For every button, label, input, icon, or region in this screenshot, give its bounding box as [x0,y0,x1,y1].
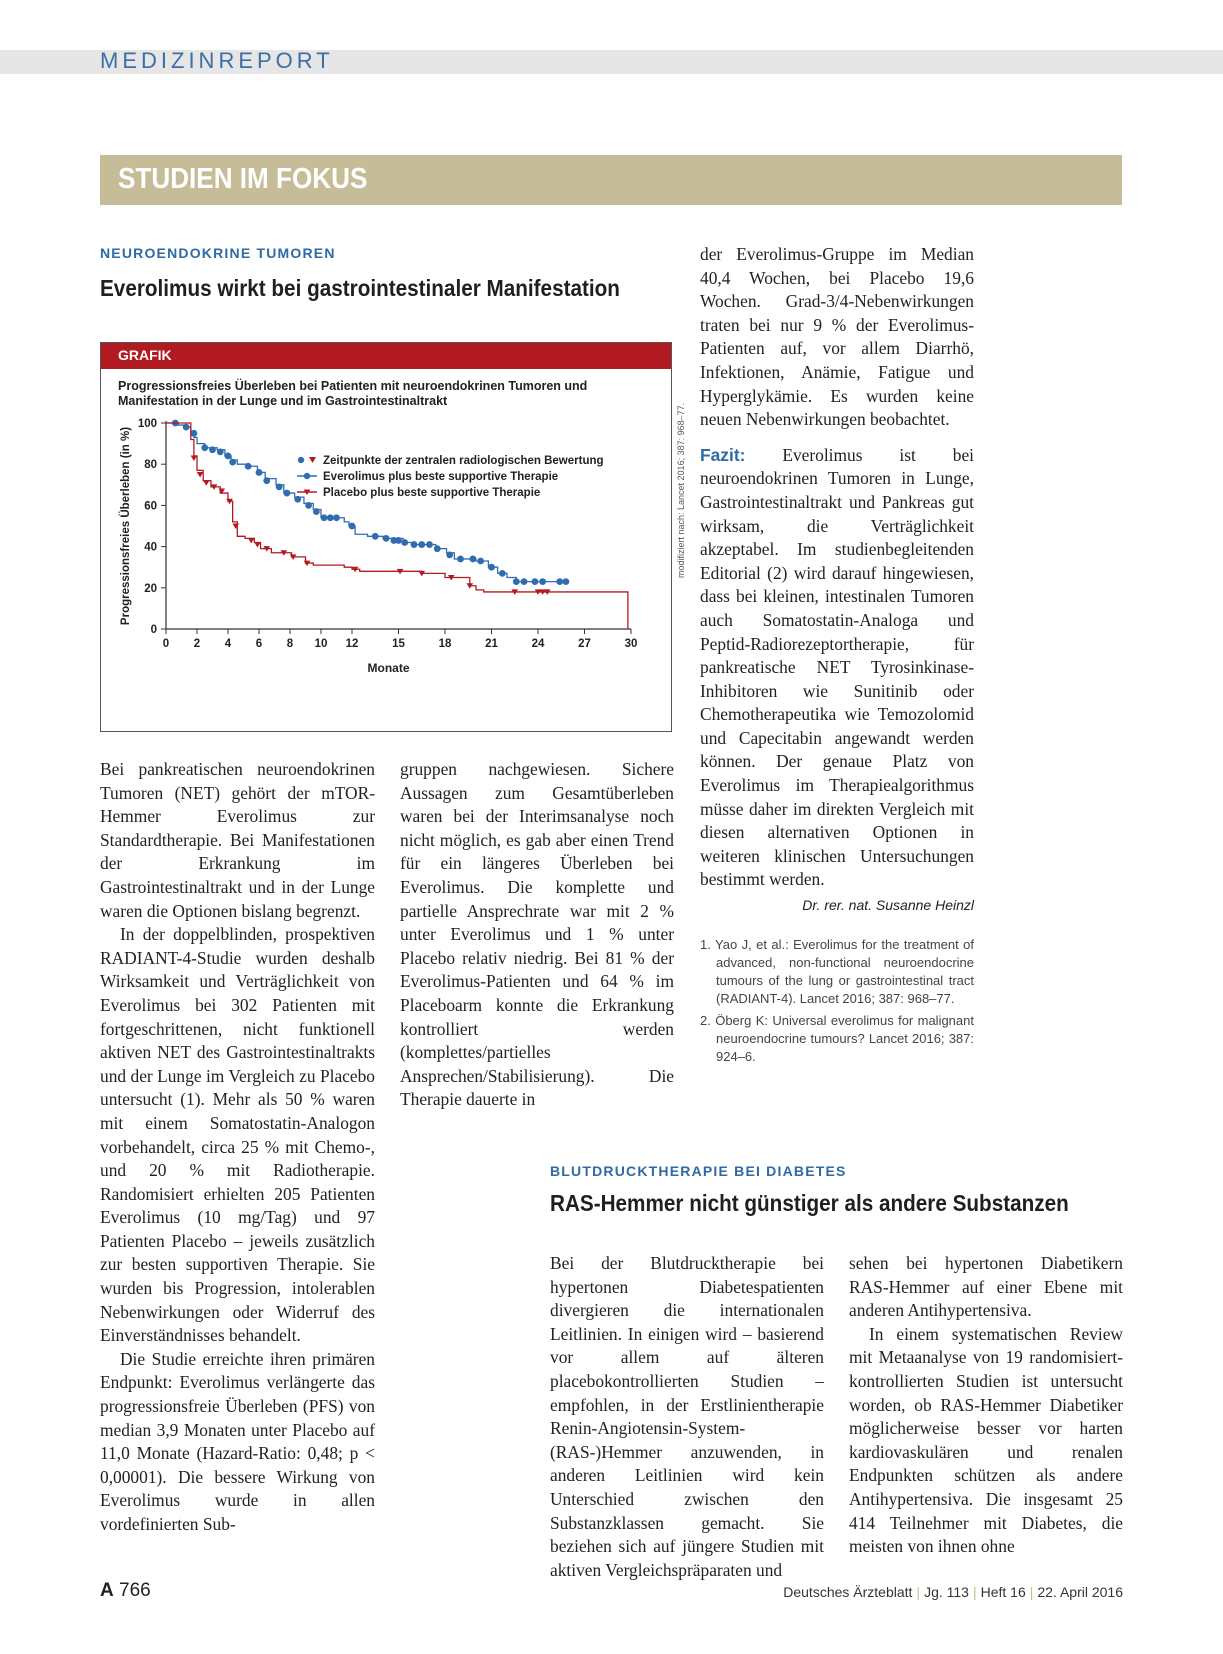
article1-kicker: NEUROENDOKRINE TUMOREN [100,245,336,261]
article2-paragraph-3: In einem systematischen Review mit Metaanalyse von 19 randomisiert-kontrollierten Studien ist untersucht worden, ob RAS-Hemmer Diabetiker möglicherweise besser vor harten kardiovaskulären und renalen Endpunkten schützen als andere Antihypertensiva. Die insgesamt 25 414 Teilnehmer mit Diabetes, die meisten von ihnen ohne [849,1323,1123,1557]
everolimus-marker [209,446,216,453]
everolimus-marker [539,578,546,585]
fazit-paragraph [700,444,974,892]
legend-marker-everolimus [304,473,310,479]
everolimus-marker [488,564,495,571]
x-tick-label: 10 [314,638,328,650]
placebo-marker [254,542,261,548]
article2-headline: RAS-Hemmer nicht günstiger als andere Substanzen [550,1190,1069,1216]
y-tick-label: 100 [137,418,157,430]
figure-title: Progressionsfreies Überleben bei Patienten mit neuroendokrinen Tumoren und Manifestation in der Lunge und im Gastrointestinaltrakt [118,379,588,408]
x-tick-label: 2 [193,638,201,650]
fazit-label: Fazit: [700,444,746,465]
x-tick-label: 18 [438,638,452,650]
everolimus-marker [294,496,301,503]
x-tick-label: 6 [255,638,263,650]
everolimus-marker [263,477,270,484]
article1-paragraph-4: gruppen nachgewiesen. Sichere Aussagen zum Gesamtüberleben waren bei der Interimsanalyse noch nicht möglich, es gab aber einen Trend für ein längeres Überleben bei Everolimus. Die komplette und partielle Ansprechrate war mit 2 % unter Everolimus und 1 % unter Placebo relativ niedrig. Bei 81 % der Everolimus-Patienten und 64 % im Placeboarm konnte die Erkrankung kontrolliert werden (komplettes/partielles Ansprechen/Stabilisierung). Die Therapie dauerte in [400,759,674,1110]
everolimus-marker [457,556,464,563]
everolimus-marker [191,430,198,437]
legend-triangle-marker [309,457,316,463]
article2-paragraph-2: sehen bei hypertonen Diabetikern RAS-Hemmer auf einer Ebene mit anderen Antihypertensiva. [849,1253,1123,1321]
everolimus-marker [305,502,312,509]
reference-2: 2. Öberg K: Universal everolimus for malignant neuroendocrine tumours? Lancet 2016; 387: 924–6. [700,1012,974,1064]
placebo-marker [197,472,204,478]
everolimus-marker [256,469,263,476]
placebo-marker [248,538,255,544]
everolimus-marker [349,523,356,530]
everolimus-marker [521,578,528,585]
y-tick-label: 60 [144,500,157,513]
x-tick-label: 4 [224,638,232,650]
placebo-marker [191,456,198,462]
everolimus-marker [321,514,328,521]
everolimus-marker [229,459,236,466]
x-tick-label: 24 [531,638,545,650]
everolimus-marker [418,541,425,548]
everolimus-marker [470,556,477,563]
section-label: MEDIZINREPORT [100,48,334,73]
legend-label-assessment: Zeitpunkte der zentralen radiologischen Bewertung [323,455,604,467]
figure-box [100,342,672,732]
article2-column-2 [849,1252,1123,1559]
everolimus-marker [426,541,433,548]
x-tick-label: 15 [392,638,405,650]
x-tick-label: 0 [162,638,170,650]
x-axis-label: Monate [367,661,410,675]
x-tick-label: 30 [624,638,638,650]
page-number [100,1580,151,1602]
everolimus-marker [532,578,539,585]
placebo-marker [232,524,239,530]
journal-name: Deutsches Ärzteblatt [783,1584,913,1600]
article2-column-1 [550,1252,824,1582]
figure-label-bar [101,343,671,369]
y-tick-label: 20 [144,582,157,595]
article1-headline: Everolimus wirkt bei gastrointestinaler Manifestation [100,275,620,301]
journal-issue: Heft 16 [980,1584,1026,1600]
article1-paragraph-1: Bei pankreatischen neuroendokrinen Tumoren (NET) gehört der mTOR-Hemmer Everolimus zur Standardtherapie. Bei Manifestationen der Erkrankung im Gastrointestinaltrakt und in der Lunge waren die Optionen bislang begrenzt. [100,759,375,921]
journal-date: 22. April 2016 [1037,1584,1123,1600]
legend-label-placebo: Placebo plus beste supportive Therapie [323,487,541,499]
y-tick-label: 40 [144,541,157,554]
everolimus-marker [411,541,418,548]
article1-column-1 [100,758,375,1537]
figure-label: GRAFIK [118,347,172,363]
everolimus-marker [563,578,570,585]
everolimus-marker [245,463,252,470]
x-tick-label: 12 [345,638,359,650]
everolimus-marker [225,453,232,460]
everolimus-marker [383,535,390,542]
y-tick-label: 80 [144,459,157,472]
everolimus-marker [477,558,484,565]
everolimus-marker [513,578,520,585]
everolimus-marker [217,448,224,455]
everolimus-marker [499,570,506,577]
reference-1: 1. Yao J, et al.: Everolimus for the treatment of advanced, non-functional neuroendocrine tumours of the lung or gastrointestinal tract (RADIANT-4). Lancet 2016; 387: 968–77. [700,936,974,1006]
everolimus-marker [372,533,379,540]
article1-column-2 [400,758,674,1112]
x-tick-label: 27 [578,638,591,650]
x-tick-label: 8 [286,638,294,650]
fazit-text: Everolimus ist bei neuroendokrinen Tumoren in Lunge, Gastrointestinaltrakt und Pankreas gut wirksam, die Verträglichkeit akzeptabel. Im studienbegleitenden Editorial (2) wird darauf hingewiesen, dass bei kleinen, intestinalen Tumoren auch Somatostatin-Analoga und Peptid-Radiorezeptortherapie, für pankreatische NET Tyrosinkinase-Inhibitoren wie Sunitinib oder Chemotherapeutika wie Temozolomid und Capecitabin angewandt werden können. Der genaue Platz von Everolimus im Therapiealgorithmus müsse daher im direkten Vergleich mit diesen alternativen Optionen in weiteren klinischen Untersuchungen bestimmt werden. [700,444,974,890]
everolimus-marker [276,483,283,490]
figure-credit: modifiziert nach: Lancet 2016; 387: 968–77. [676,402,686,578]
everolimus-marker [434,545,441,552]
article1-paragraph-5: der Everolimus-Gruppe im Median 40,4 Wochen, bei Placebo 19,6 Wochen. Grad-3/4-Nebenwirkungen traten bei nur 9 % der Everolimus-Patienten auf, vor allem Diarrhö, Infektionen, Anämie, Fatigue und Hyperglykämie. Es wurden keine neuen Nebenwirkungen beobachtet. [700,244,974,430]
survival-chart [101,418,671,728]
article2-paragraph-1: Bei der Blutdrucktherapie bei hypertonen Diabetespatienten divergieren die internationalen Leitlinien. In einigen wird – basierend vor allem auf älteren placebokontrollierten Studien – empfohlen, in der Erstlinientherapie Renin-Angiotensin-System-(RAS-)Hemmer anzuwenden, in anderen Leitlinien wird kein Unterschied zwischen den Substanzklassen gemacht. Sie beziehen sich auf jüngere Studien mit aktiven Vergleichspräparaten und [550,1253,824,1580]
article1-column-3 [700,243,974,1070]
journal-volume: Jg. 113 [924,1584,969,1600]
everolimus-marker [201,444,208,451]
y-axis-label: Progressionsfreies Überleben (in %) [120,426,132,626]
legend-label-everolimus: Everolimus plus beste supportive Therapie [323,471,559,483]
everolimus-curve [166,423,569,582]
article2-kicker: BLUTDRUCKTHERAPIE BEI DIABETES [550,1163,847,1179]
everolimus-marker [556,578,563,585]
y-tick-label: 0 [150,624,157,636]
everolimus-marker [395,537,402,544]
everolimus-marker [446,551,453,558]
everolimus-marker [183,424,190,431]
references [700,936,974,1066]
everolimus-marker [327,514,334,521]
placebo-marker [203,480,210,486]
author: Dr. rer. nat. Susanne Heinzl [802,897,974,914]
banner-title: STUDIEN IM FOKUS [118,163,368,195]
journal-info: Deutsches Ärzteblatt | Jg. 113 | Heft 16 | 22. April 2016 [783,1584,1123,1600]
x-tick-label: 21 [485,638,498,650]
section-banner [100,155,1122,205]
page-prefix: A [100,1580,114,1601]
page-number-value: 766 [119,1580,151,1601]
everolimus-marker [313,508,320,515]
everolimus-marker [401,539,408,546]
everolimus-marker [333,514,340,521]
article1-paragraph-3: Die Studie erreichte ihren primären Endpunkt: Everolimus verlängerte das progressionsfreie Überleben (PFS) von median 3,9 Monaten unter Placebo auf 11,0 Monate (Hazard-Ratio: 0,48; p < 0,00001). Die bessere Wirkung von Everolimus wurde in allen vordefinierten Sub- [100,1348,375,1534]
article1-paragraph-2: In der doppelblinden, prospektiven RADIANT-4-Studie wurden deshalb Wirksamkeit und Verträglichkeit von Everolimus bei 302 Patienten mit fortgeschrittenen, nicht funktionell aktiven NET des Gastrointestinaltrakts und der Lunge im Vergleich zu Placebo untersucht (1). Mehr als 50 % waren mit einem Somatostatin-Analogon vorbehandelt, circa 25 % mit Chemo-, und 20 % mit Radiotherapie. Randomisiert erhielten 205 Patienten Everolimus (10 mg/Tag) und 97 Patienten Placebo – jeweils zusätzlich zur besten supportiven Therapie. Sie wurden bis Progression, intolerablen Nebenwirkungen oder Widerruf des Einverständnisses behandelt. [100,924,375,1346]
legend-dot-marker [298,457,304,463]
everolimus-marker [284,490,291,497]
